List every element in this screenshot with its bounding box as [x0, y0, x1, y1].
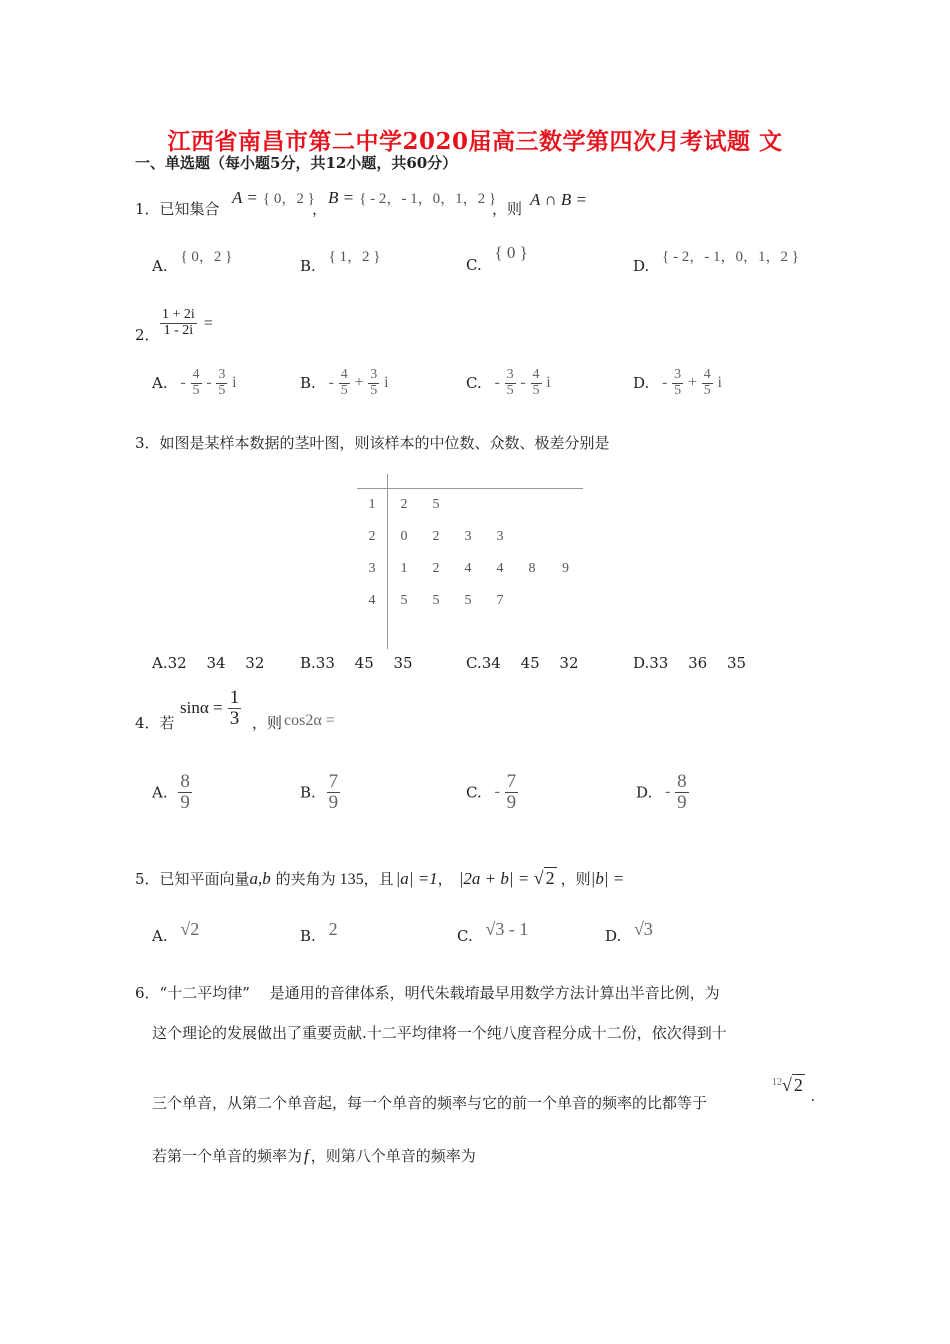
q1-option-c[interactable]: C. { 0 }: [466, 243, 528, 274]
q4-condition: sinα = $\frac{1}{3}$: [180, 687, 240, 729]
q1-set-a: [232, 187, 315, 208]
q2-option-c[interactable]: C. - $\frac{3}{5}$ - $\frac{4}{5}$ i: [466, 367, 551, 398]
question-1-stem: [135, 198, 220, 219]
stem-leaf-plot: [357, 474, 583, 649]
q2-expression: $\frac{1 + 2i}{1 - 2i}$ =: [162, 307, 213, 338]
page-title: 江西省南昌市第二中学2020届高三数学第四次月考试题 文: [167, 128, 783, 155]
q1-set-b: [328, 187, 496, 208]
section-heading: 一、单选题（每小题5分，共12小题，共60分）: [135, 154, 458, 172]
q4-option-b[interactable]: B. $\frac{7}{9}$: [300, 771, 339, 813]
q1-comma: ，: [312, 200, 328, 218]
q6-line-4: 若第一个单音的频率为 f ，则第八个单音的频率为: [152, 1146, 476, 1165]
q3-option-c[interactable]: C.34 45 32: [466, 654, 579, 672]
q2-option-d[interactable]: D. - $\frac{3}{5}$ + $\frac{4}{5}$ i: [633, 367, 722, 398]
q4-then: ，则: [252, 714, 283, 732]
stem-row-1: 1 2 5: [357, 489, 583, 522]
q2-option-b[interactable]: B. - $\frac{4}{5}$ + $\frac{3}{5}$ i: [300, 367, 389, 398]
q1-a-lhs: A =: [232, 188, 258, 207]
stem-row-2: 2 0 2 3 3: [357, 521, 583, 553]
q4-option-a[interactable]: A. $\frac{8}{9}$: [152, 771, 190, 813]
q3-stem: 3．如图是某样本数据的茎叶图，则该样本的中位数、众数、极差分别是: [135, 434, 610, 452]
q5-option-d[interactable]: D. √3: [605, 919, 653, 945]
q3-option-d[interactable]: D.33 36 35: [633, 654, 747, 672]
q4-cos: cos2α =: [284, 712, 335, 729]
q1-then: ，则: [492, 200, 523, 218]
q4-option-c[interactable]: C. - $\frac{7}{9}$: [466, 771, 517, 813]
q3-option-b[interactable]: B.33 45 35: [300, 654, 413, 672]
q6-line-2: 这个理论的发展做出了重要贡献.十二平均律将一个纯八度音程分成十二份，依次得到十: [152, 1024, 727, 1042]
q5-option-b[interactable]: B. 2: [300, 919, 338, 945]
q4-option-d[interactable]: D. - $\frac{8}{9}$: [636, 771, 687, 813]
q1-a-set: { 0，2 }: [262, 191, 315, 207]
q1-option-d[interactable]: D. { - 2，- 1，0，1，2 }: [633, 249, 799, 275]
q1-prefix: 1．已知集合: [135, 200, 220, 218]
q2-option-a[interactable]: A. - $\frac{4}{5}$ - $\frac{3}{5}$ i: [152, 367, 237, 398]
q6-line-1: 6．“十二平均律” 是通用的音律体系，明代朱载堉最早用数学方法计算出半音比例，为: [135, 984, 720, 1002]
q2-number: 2．: [135, 326, 160, 344]
q3-option-a[interactable]: A.32 34 32: [152, 654, 265, 672]
q1-b-lhs: B =: [328, 188, 355, 207]
q1-tail: A ∩ B =: [530, 190, 587, 209]
q6-line-3: 三个单音，从第二个单音起，每一个单音的频率与它的前一个单音的频率的比都等于: [152, 1094, 708, 1112]
q1-option-a[interactable]: A. { 0，2 }: [152, 249, 233, 275]
q1-b-set: { - 2，- 1，0，1，2 }: [359, 191, 497, 207]
q1-option-b[interactable]: B. { 1，2 }: [300, 249, 381, 275]
stem-row-3: 3 1 2 4 4 8 9: [357, 553, 583, 585]
q5-option-a[interactable]: A. √2: [152, 919, 200, 945]
q5-stem: 5．已知平面向量a,b 的夹角为 135，且 |a| =1， |2a + b| = √ 2 ，则|b| =: [135, 868, 625, 888]
stem-row-4: 4 5 5 5 7: [357, 585, 583, 617]
q4-number: 4．若: [135, 714, 175, 732]
q2-fraction: $\frac{1 + 2i}{1 - 2i}$: [162, 307, 195, 338]
q6-twelfth-root: $^{12}$√ 2.: [772, 1075, 815, 1105]
q5-option-c[interactable]: C. √3 - 1: [457, 919, 529, 945]
